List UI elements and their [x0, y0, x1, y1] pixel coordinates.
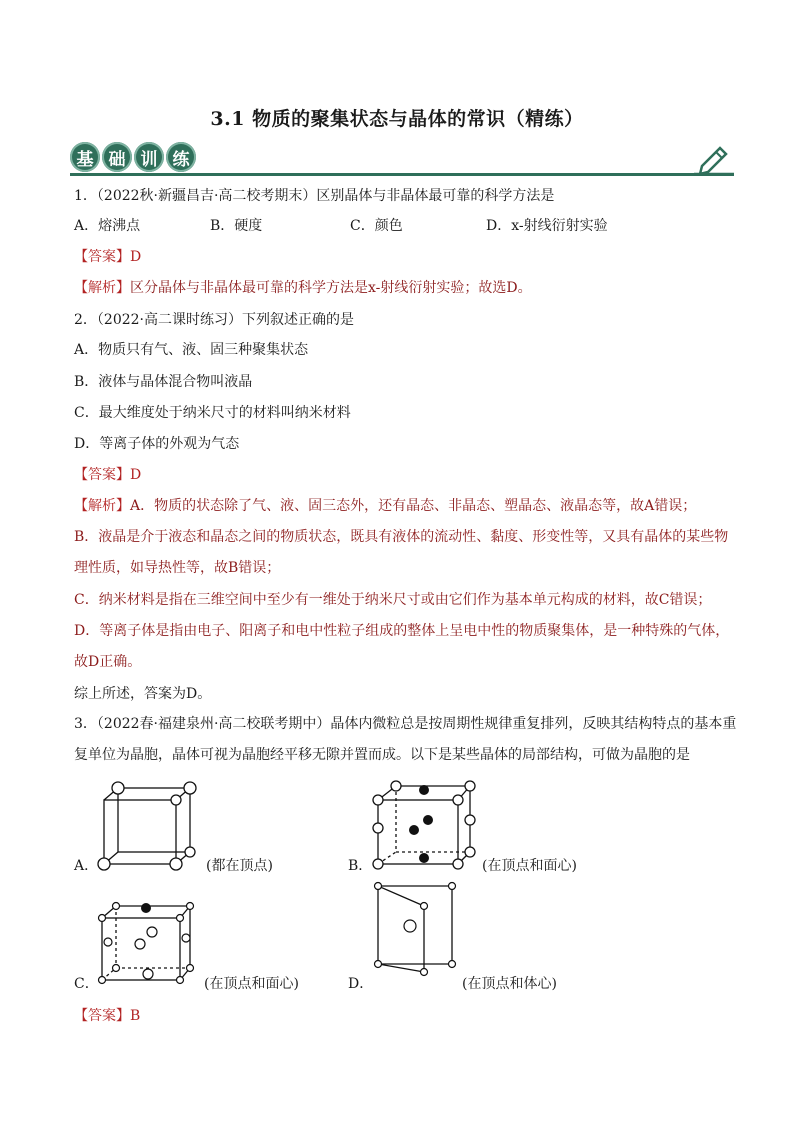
q2-answer — [74, 465, 141, 485]
figure-c-cube — [90, 896, 198, 992]
banner-char: 基 — [70, 142, 100, 172]
answer-label: 【答案】 — [74, 1008, 130, 1024]
answer-label: 【答案】 — [74, 249, 130, 265]
answer-value: D — [130, 467, 142, 483]
q2-option-c: C．最大维度处于纳米尺寸的材料叫纳米材料 — [74, 405, 351, 421]
page-title: 3.1 物质的聚集状态与晶体的常识（精练） — [210, 108, 584, 130]
q2-analysis-line: C．纳米材料是指在三维空间中至少有一维处于纳米尺寸或由它们作为基本单元构成的材料，故C错误； — [74, 592, 712, 608]
figure-d-prism — [366, 878, 462, 982]
q2-option-a: A．物质只有气、液、固三种聚集状态 — [74, 342, 309, 358]
q2-analysis-line — [74, 496, 696, 516]
analysis-label: 【解析】 — [74, 280, 130, 296]
figure-b-cube — [366, 772, 478, 872]
figure-a-caption: (都在顶点) — [206, 858, 273, 874]
q1-option-b: B．硬度 — [210, 218, 263, 234]
q3-stem-line: 复单位为晶胞，晶体可视为晶胞经平移无隙并置而成。以下是某些晶体的局部结构，可做为晶胞的是 — [74, 747, 690, 763]
analysis-label: 【解析】 — [74, 498, 130, 514]
section-banner — [70, 142, 734, 178]
q2-analysis-line: D．等离子体是指由电子、阳离子和电中性粒子组成的整体上呈电中性的物质聚集体，是一种特殊的气体， — [74, 623, 730, 639]
q2-analysis-line: 故D正确。 — [74, 654, 142, 670]
banner-char: 练 — [166, 142, 196, 172]
figure-a-label: A． — [74, 858, 99, 874]
banner-char: 础 — [102, 142, 132, 172]
q1-option-c: C．颜色 — [350, 218, 403, 234]
q3-answer — [74, 1006, 140, 1026]
pencil-icon — [694, 136, 734, 176]
q2-option-b: B．液体与晶体混合物叫液晶 — [74, 374, 253, 390]
q2-analysis-line: 理性质，如导热性等，故B错误； — [74, 560, 281, 576]
banner-char: 训 — [134, 142, 164, 172]
q3-stem-line: 3．（2022春·福建泉州·高二校联考期中）晶体内微粒总是按周期性规律重复排列，反映其结构特点的基本重 — [74, 716, 737, 732]
figure-b-label: B． — [348, 858, 373, 874]
q1-stem: 1．（2022秋·新疆昌吉·高二校考期末）区别晶体与非晶体最可靠的科学方法是 — [74, 188, 555, 204]
q1-option-d: D．x-射线衍射实验 — [486, 218, 608, 234]
figure-c-caption: (在顶点和面心) — [204, 976, 299, 992]
figure-b-caption: (在顶点和面心) — [482, 858, 577, 874]
q1-analysis — [74, 278, 532, 298]
q2-stem: 2．（2022·高二课时练习）下列叙述正确的是 — [74, 312, 354, 328]
q1-option-a: A．熔沸点 — [74, 218, 141, 234]
answer-label: 【答案】 — [74, 467, 130, 483]
q2-option-d: D．等离子体的外观为气态 — [74, 436, 240, 452]
banner-divider — [70, 173, 734, 176]
q2-analysis-line: B．液晶是介于液态和晶态之间的物质状态，既具有液体的流动性、黏度、形变性等，又具有晶体的某些物 — [74, 529, 729, 545]
analysis-text: 区分晶体与非晶体最可靠的科学方法是x-射线衍射实验；故选D。 — [130, 280, 532, 296]
answer-value: B — [130, 1008, 141, 1024]
q2-summary: 综上所述，答案为D。 — [74, 686, 212, 702]
figure-c-label: C． — [74, 976, 99, 992]
q1-answer — [74, 247, 141, 267]
banner-badges — [70, 142, 196, 172]
answer-value: D — [130, 249, 142, 265]
figure-d-caption: (在顶点和体心) — [462, 976, 557, 992]
analysis-text: A．物质的状态除了气、液、固三态外，还有晶态、非晶态、塑晶态、液晶态等，故A错误； — [130, 498, 697, 514]
figure-d-label: D． — [348, 976, 374, 992]
figure-a-cube — [92, 772, 202, 872]
